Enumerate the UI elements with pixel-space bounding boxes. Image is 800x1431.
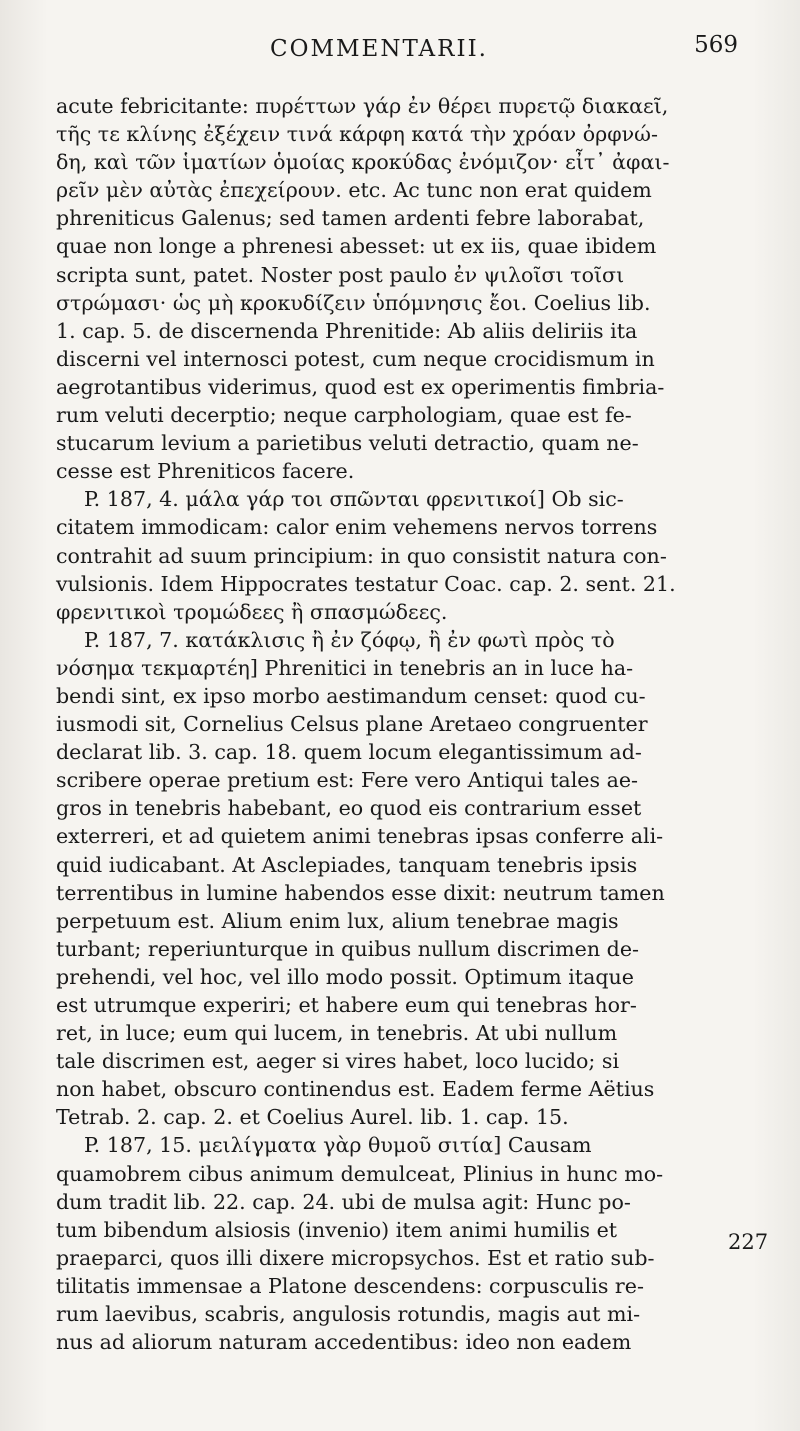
text-line: nus ad aliorum naturam accedentibus: ideo non eadem	[56, 1330, 632, 1355]
text-line: praeparci, quos illi dixere micropsychos. Est et ratio sub-	[56, 1245, 655, 1270]
text-line: ρεῖν μὲν αὐτὰς ἐπεχείρουν. etc. Ac tunc non erat quidem	[56, 178, 652, 203]
body-text	[56, 92, 760, 1356]
text-line: exterreri, et ad quietem animi tenebras ipsas conferre ali-	[56, 824, 664, 849]
text-line: 1. cap. 5. de discernenda Phrenitide: Ab aliis deliriis ita	[56, 318, 638, 343]
text-line: iusmodi sit, Cornelius Celsus plane Aretaeo congruenter	[56, 712, 648, 737]
text-line: dum tradit lib. 22. cap. 24. ubi de mulsa agit: Hunc po-	[56, 1189, 631, 1214]
text-line: perpetuum est. Alium enim lux, alium tenebrae magis	[56, 908, 619, 933]
text-line: citatem immodicam: calor enim vehemens nervos torrens	[56, 515, 658, 540]
text-line: νόσημα τεκμαρτέη] Phrenitici in tenebris an in luce ha-	[56, 655, 634, 680]
text-line: scribere operae pretium est: Fere vero Antiqui tales ae-	[56, 768, 639, 793]
text-line: cesse est Phreniticos facere.	[56, 459, 355, 484]
page-number: 569	[694, 32, 738, 58]
text-line: P. 187, 15. μειλίγματα γὰρ θυμοῦ σιτία] Causam	[84, 1133, 592, 1158]
margin-page-reference: 227	[728, 1230, 769, 1254]
running-title: COMMENTARII.	[270, 36, 488, 62]
text-line: acute febricitante: πυρέττων γάρ ἐν θέρει πυρετῷ διακαεῖ,	[56, 94, 669, 118]
text-line: tale discrimen est, aeger si vires habet, loco lucido; si	[56, 1049, 620, 1074]
text-line: στρώμασι· ὡς μὴ κροκυδίζειν ὑπόμνησις ἔοι. Coelius lib.	[56, 290, 651, 315]
text-line: declarat lib. 3. cap. 18. quem locum elegantissimum ad-	[56, 740, 642, 765]
text-line: quid iudicabant. At Asclepiades, tanquam tenebris ipsis	[56, 852, 638, 877]
text-line: gros in tenebris habebant, eo quod eis contrarium esset	[56, 796, 642, 821]
text-line: turbant; reperiunturque in quibus nullum discrimen de-	[56, 936, 639, 961]
text-line: aegrotantibus viderimus, quod est ex operimentis fimbria-	[56, 374, 665, 399]
text-line: phreniticus Galenus; sed tamen ardenti febre laborabat,	[56, 206, 645, 231]
text-line: prehendi, vel hoc, vel illo modo possit. Optimum itaque	[56, 964, 634, 989]
text-line: quamobrem cibus animum demulceat, Plinius in hunc mo-	[56, 1161, 664, 1186]
text-line: φρενιτικοὶ τρομώδεες ἢ σπασμώδεες.	[56, 599, 448, 624]
page-header	[60, 30, 750, 70]
text-line: δη, καὶ τῶν ἱματίων ὁμοίας κροκύδας ἐνόμιζον· εἶτ᾽ ἀφαι-	[56, 150, 670, 175]
text-line: rum veluti decerptio; neque carphologiam, quae est fe-	[56, 403, 632, 428]
text-line: est utrumque experiri; et habere eum qui tenebras hor-	[56, 993, 637, 1017]
text-line: contrahit ad suum principium: in quo consistit natura con-	[56, 543, 667, 568]
text-line: discerni vel internosci potest, cum neque crocidismum in	[56, 346, 655, 371]
text-line: quae non longe a phrenesi abesset: ut ex iis, quae ibidem	[56, 234, 657, 259]
text-line: ret, in luce; eum qui lucem, in tenebris. At ubi nullum	[56, 1021, 618, 1046]
text-line: scripta sunt, patet. Noster post paulo ἐν ψιλοῖσι τοῖσι	[56, 262, 625, 287]
text-line: stucarum levium a parietibus veluti detractio, quam ne-	[56, 431, 639, 456]
text-line: tilitatis immensae a Platone descendens: corpusculis re-	[56, 1273, 644, 1298]
text-line: terrentibus in lumine habendos esse dixit: neutrum tamen	[56, 880, 665, 905]
text-line: tum bibendum alsiosis (invenio) item animi humilis et	[56, 1217, 618, 1242]
text-line: P. 187, 4. μάλα γάρ τοι σπῶνται φρενιτικοί] Ob sic-	[84, 487, 624, 512]
text-line: P. 187, 7. κατάκλισις ἢ ἐν ζόφῳ, ἢ ἐν φωτὶ πρὸς τὸ	[84, 627, 615, 652]
text-line: non habet, obscuro continendus est. Eadem ferme Aëtius	[56, 1077, 655, 1102]
text-line: rum laevibus, scabris, angulosis rotundis, magis aut mi-	[56, 1302, 641, 1327]
text-line: τῆς τε κλίνης ἐξέχειν τινά κάρφη κατά τὴν χρόαν ὀρφνώ-	[56, 122, 658, 147]
text-line: vulsionis. Idem Hippocrates testatur Coac. cap. 2. sent. 21.	[56, 571, 676, 596]
text-line: Tetrab. 2. cap. 2. et Coelius Aurel. lib. 1. cap. 15.	[56, 1105, 569, 1130]
text-line: bendi sint, ex ipso morbo aestimandum censet: quod cu-	[56, 683, 646, 708]
